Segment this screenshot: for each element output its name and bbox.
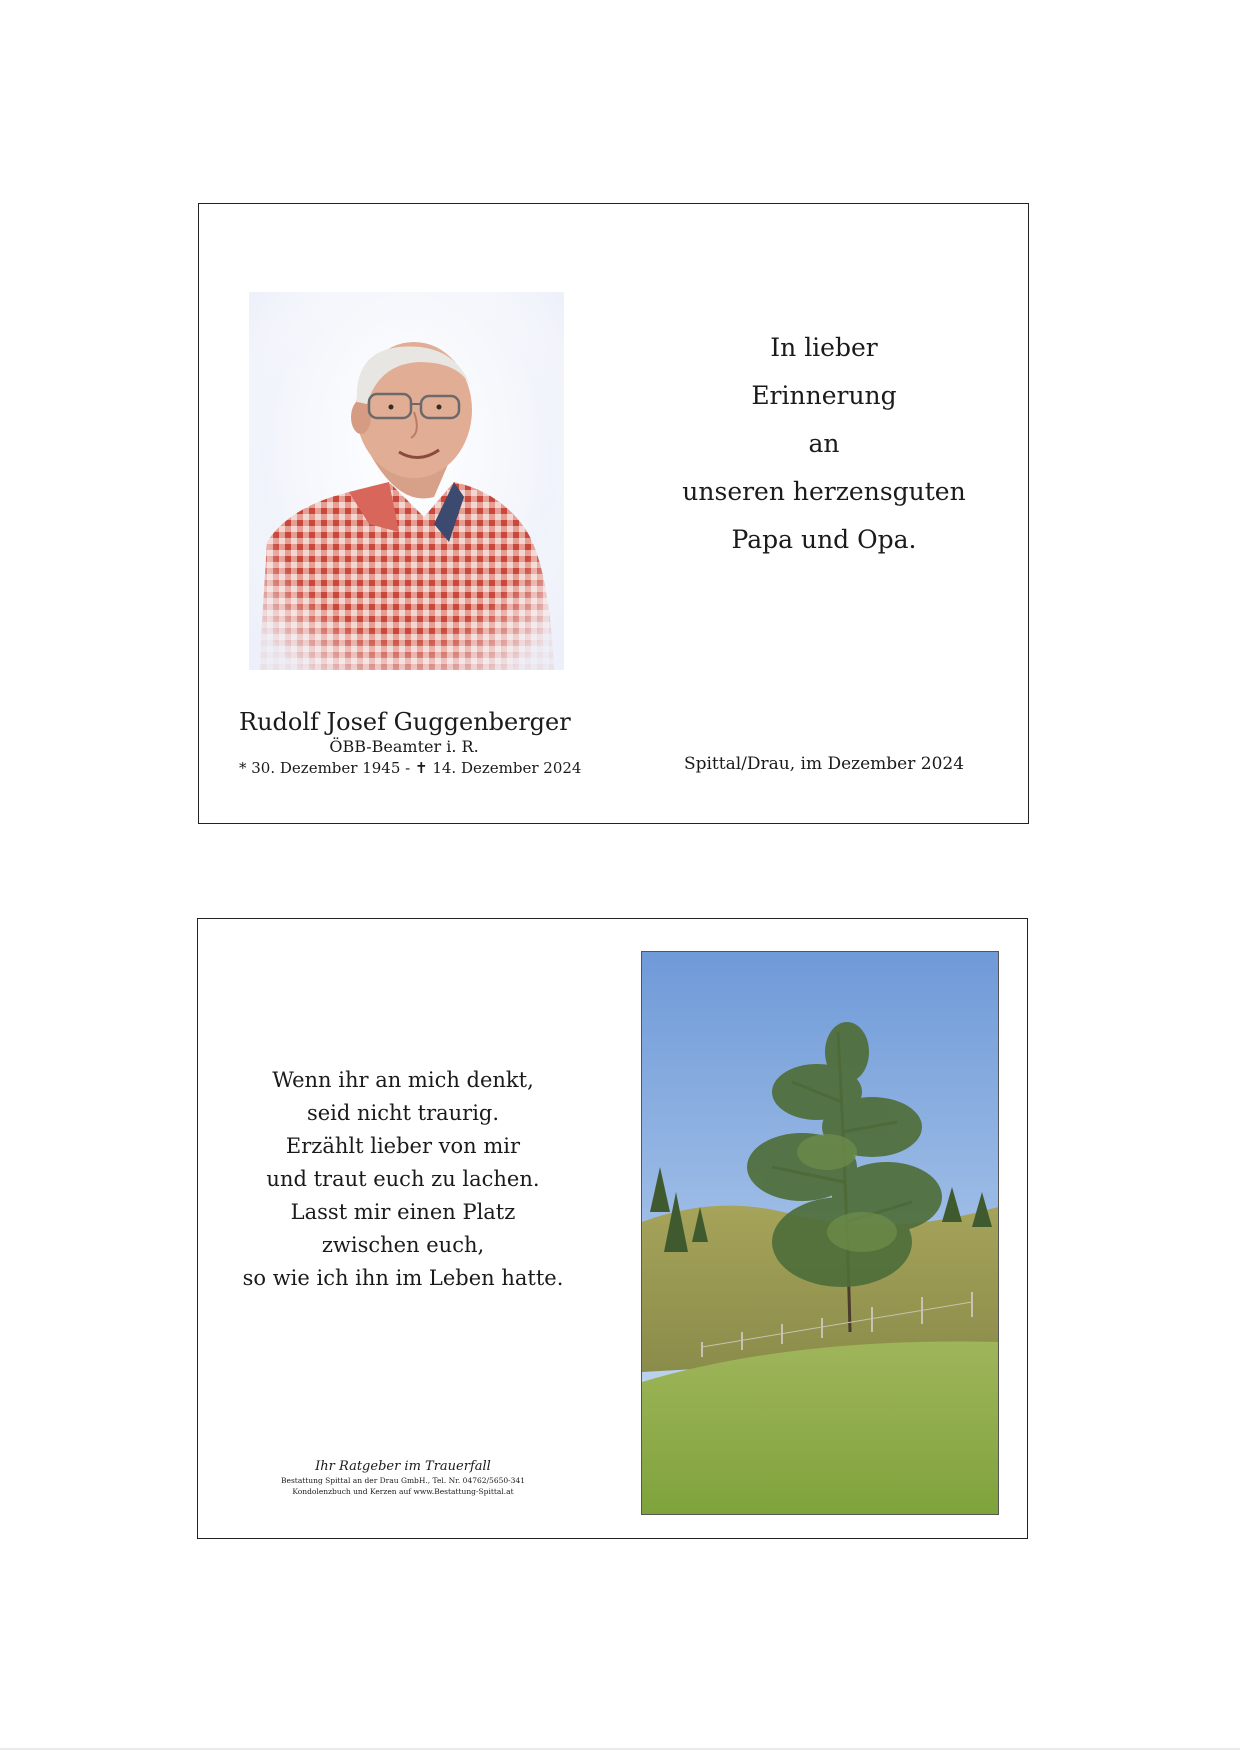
life-dates: * 30. Dezember 1945 - ✝ 14. Dezember 2024 <box>239 759 582 777</box>
imprint-website: Kondolenzbuch und Kerzen auf www.Bestattung-Spittal.at <box>292 1487 514 1496</box>
poem <box>228 1064 578 1295</box>
place-date: Spittal/Drau, im Dezember 2024 <box>683 754 965 774</box>
memorial-line: In lieber <box>770 333 878 362</box>
memorial-line: unseren herzensguten <box>682 477 966 506</box>
deceased-name: Rudolf Josef Guggenberger <box>239 708 571 736</box>
funeral-home-imprint <box>238 1459 568 1497</box>
imprint-slogan: Ihr Ratgeber im Trauerfall <box>315 1459 491 1474</box>
memorial-text <box>659 324 989 564</box>
portrait-photo <box>249 292 564 670</box>
page-bottom-edge <box>0 1748 1240 1750</box>
poem-line: und traut euch zu lachen. <box>266 1167 540 1191</box>
poem-line: Lasst mir einen Platz <box>290 1200 516 1224</box>
imprint-contact: Bestattung Spittal an der Drau GmbH., Tel. Nr. 04762/5650-341 <box>281 1476 525 1485</box>
poem-line: Erzählt lieber von mir <box>285 1134 521 1158</box>
memorial-card-front <box>198 203 1029 824</box>
memorial-line: an <box>808 429 840 458</box>
deceased-info <box>239 707 582 779</box>
poem-line: so wie ich ihn im Leben hatte. <box>242 1266 564 1290</box>
poem-line: seid nicht traurig. <box>306 1101 500 1125</box>
memorial-line: Papa und Opa. <box>731 525 917 554</box>
poem-line: zwischen euch, <box>321 1233 485 1257</box>
larch-tree-photo <box>641 951 999 1515</box>
memorial-line: Erinnerung <box>751 381 897 410</box>
memorial-card-back <box>197 918 1028 1539</box>
poem-line: Wenn ihr an mich denkt, <box>272 1068 534 1092</box>
deceased-title: ÖBB-Beamter i. R. <box>329 737 479 756</box>
